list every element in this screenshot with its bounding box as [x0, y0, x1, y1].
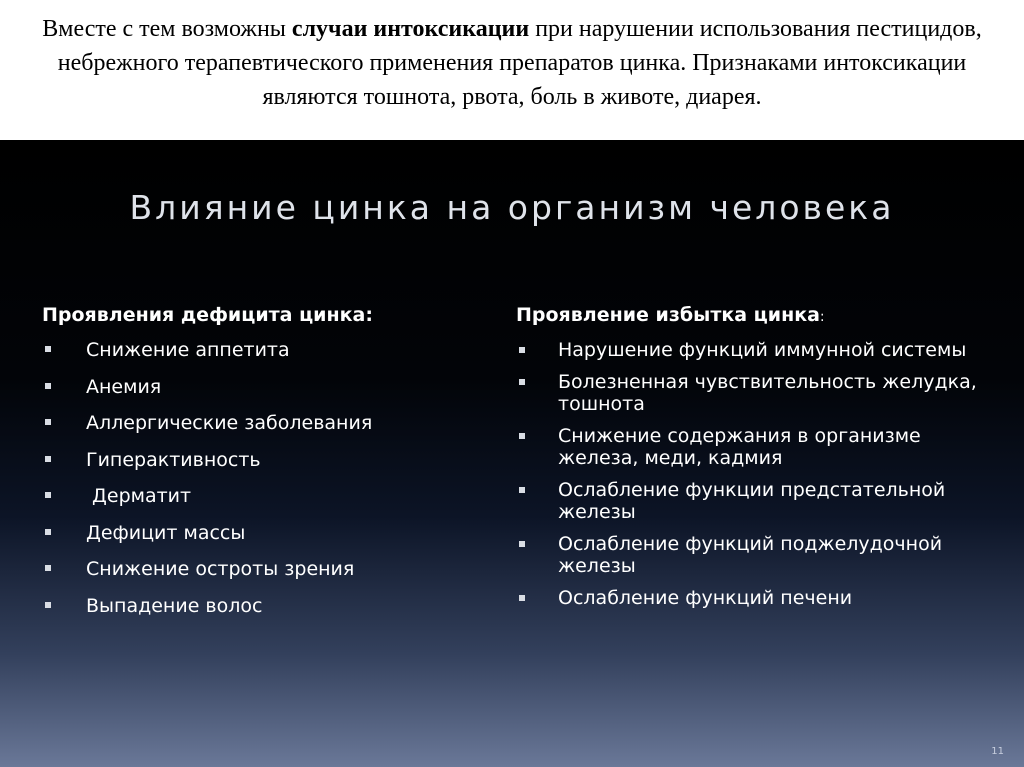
excess-item-text: Ослабление функции предстательной железы — [558, 479, 946, 523]
slide — [0, 140, 1024, 767]
square-bullet-icon — [45, 492, 51, 498]
deficit-heading: Проявления дефицита цинка: — [42, 304, 373, 326]
deficit-list — [42, 337, 482, 619]
deficit-list-item — [42, 483, 482, 509]
square-bullet-icon — [519, 595, 525, 601]
excess-column — [516, 302, 996, 619]
intro-text-emphasis: случаи интоксикации — [291, 16, 530, 42]
deficit-list-item — [42, 337, 482, 363]
square-bullet-icon — [45, 383, 51, 389]
deficit-list-item — [42, 447, 482, 473]
excess-item-text: Ослабление функций печени — [558, 587, 853, 609]
deficit-list-item — [42, 374, 482, 400]
slide-title: Влияние цинка на организм человека — [129, 188, 895, 227]
excess-list — [516, 339, 996, 609]
excess-list-item — [516, 339, 996, 361]
excess-item-text: Болезненная чувствительность желудка, тошнота — [558, 371, 977, 415]
excess-heading-colon: : — [819, 309, 825, 325]
intro-paragraph — [0, 0, 1024, 140]
square-bullet-icon — [45, 565, 51, 571]
excess-list-item — [516, 479, 996, 523]
deficit-item-text: Выпадение волос — [86, 594, 263, 617]
square-bullet-icon — [519, 541, 525, 547]
excess-heading — [516, 302, 996, 330]
deficit-item-text: Дерматит — [86, 485, 192, 507]
square-bullet-icon — [45, 529, 51, 535]
deficit-item-text: Дефицит массы — [86, 521, 246, 544]
square-bullet-icon — [45, 456, 51, 462]
deficit-column — [42, 302, 482, 629]
intro-text-start: Вместе с тем возможны — [42, 16, 292, 42]
deficit-list-item — [42, 410, 482, 436]
deficit-list-item — [42, 520, 482, 546]
page-number: 11 — [991, 746, 1004, 757]
deficit-item-text: Аллергические заболевания — [86, 412, 373, 434]
square-bullet-icon — [519, 433, 525, 439]
excess-item-text: Снижение содержания в организме железа, меди, кадмия — [558, 425, 921, 469]
square-bullet-icon — [45, 419, 51, 425]
intro-text-end: при нарушении использования пестицидов, небрежного терапевтического применения препаратов цинка. Признаками интоксикации являются тошнота, рвота, боль в животе, диарея. — [57, 16, 982, 110]
deficit-item-text: Анемия — [86, 375, 162, 398]
excess-list-item — [516, 371, 996, 415]
deficit-list-item — [42, 556, 482, 582]
square-bullet-icon — [519, 379, 525, 385]
square-bullet-icon — [519, 487, 525, 493]
deficit-item-text: Снижение аппетита — [86, 339, 290, 361]
deficit-item-text: Гиперактивность — [86, 448, 261, 471]
excess-list-item — [516, 587, 996, 609]
deficit-list-item — [42, 593, 482, 619]
excess-list-item — [516, 425, 996, 469]
excess-item-text: Нарушение функций иммунной системы — [558, 339, 967, 361]
deficit-item-text: Снижение остроты зрения — [86, 558, 355, 580]
square-bullet-icon — [45, 602, 51, 608]
excess-item-text: Ослабление функций поджелудочной железы — [558, 533, 943, 577]
excess-heading-text: Проявление избытка цинка — [516, 304, 820, 326]
square-bullet-icon — [45, 346, 51, 352]
excess-list-item — [516, 533, 996, 577]
square-bullet-icon — [519, 347, 525, 353]
